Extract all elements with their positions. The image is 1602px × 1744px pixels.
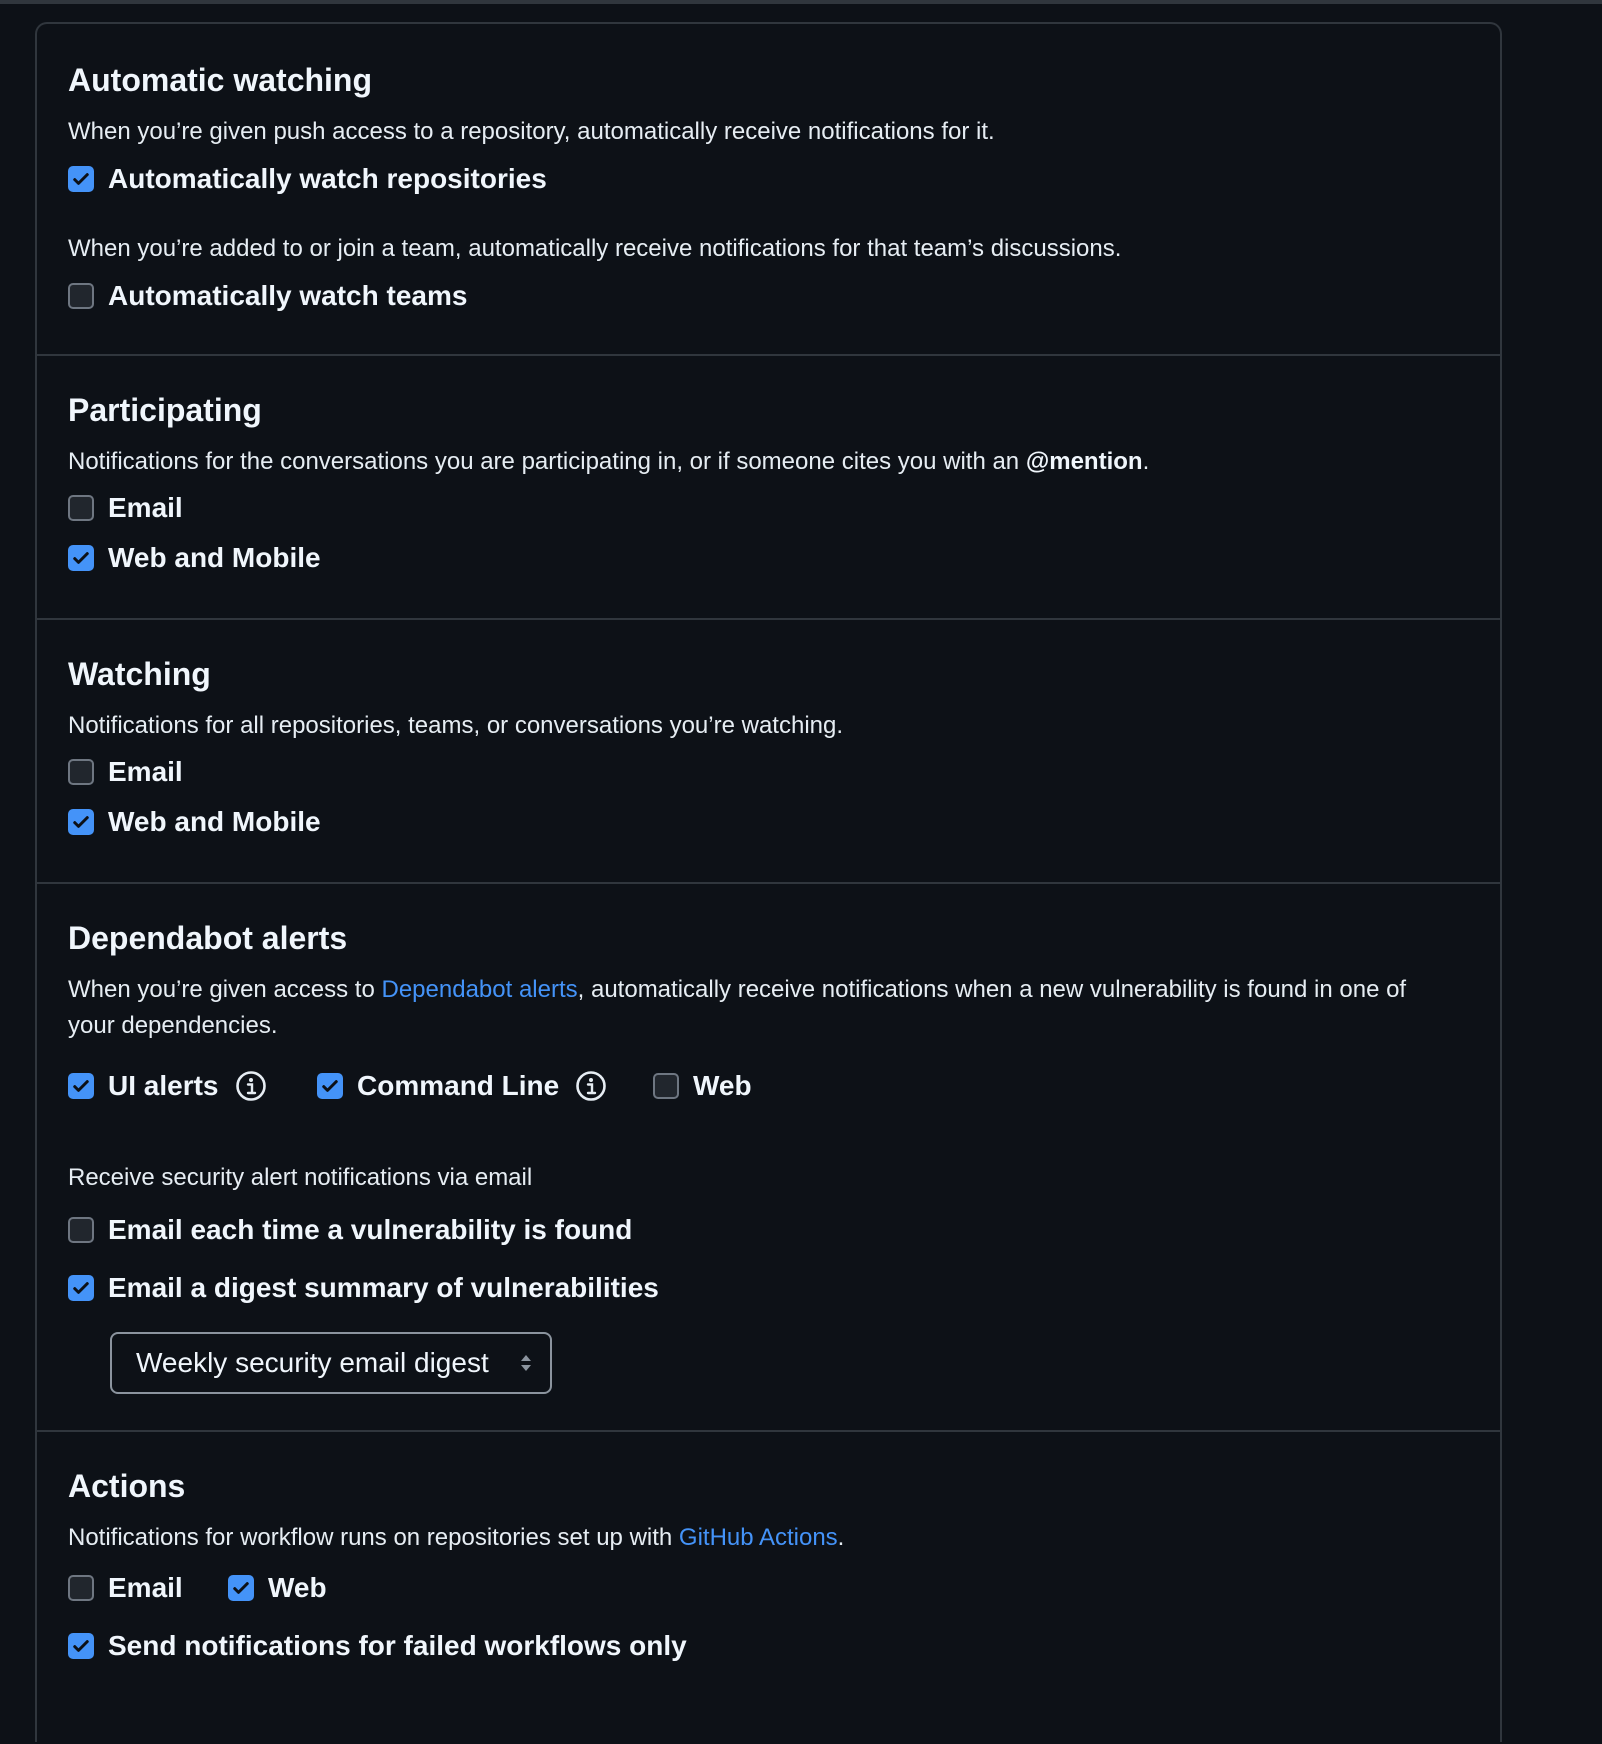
section-actions	[37, 1430, 1500, 1744]
section-title: Watching	[68, 656, 211, 692]
section-description	[68, 1520, 844, 1556]
section-title: Automatic watching	[68, 62, 373, 98]
failed-workflows-only-checkbox[interactable]	[68, 1629, 687, 1663]
section-description	[68, 972, 1448, 1044]
dependabot-alerts-link[interactable]: Dependabot alerts	[381, 976, 578, 1003]
github-actions-link[interactable]: GitHub Actions	[678, 1524, 838, 1551]
checkbox-label[interactable]: Automatically watch teams	[108, 280, 468, 311]
email-alerts-heading: Receive security alert notifications via email	[68, 1164, 533, 1191]
watching-email-checkbox[interactable]	[68, 755, 183, 789]
desc-text: Notifications for workflow runs on repositories set up with	[68, 1524, 679, 1551]
watching-web-mobile-checkbox[interactable]	[68, 805, 321, 839]
checkbox-unchecked-icon[interactable]	[653, 1073, 679, 1099]
checkbox-label[interactable]: Email each time a vulnerability is found	[108, 1214, 633, 1245]
email-digest-checkbox[interactable]	[68, 1271, 659, 1305]
digest-frequency-select[interactable]	[110, 1332, 552, 1394]
section-automatic-watching	[37, 24, 1500, 354]
checkbox-checked-icon[interactable]	[68, 1275, 94, 1301]
section-dependabot-alerts	[37, 882, 1500, 1430]
checkbox-checked-icon[interactable]	[68, 1633, 94, 1659]
desc-text: .	[1142, 448, 1150, 475]
desc-text: .	[837, 1524, 845, 1551]
select-arrows-icon	[518, 1351, 534, 1375]
checkbox-unchecked-icon[interactable]	[68, 1217, 94, 1243]
participating-email-checkbox[interactable]	[68, 491, 183, 525]
checkbox-checked-icon[interactable]	[68, 545, 94, 571]
checkbox-checked-icon[interactable]	[68, 809, 94, 835]
info-icon[interactable]	[575, 1070, 607, 1102]
select-value[interactable]: Weekly security email digest	[136, 1347, 489, 1378]
checkbox-checked-icon[interactable]	[317, 1073, 343, 1099]
desc-text: Notifications for the conversations you are participating in, or if someone cites you with an	[68, 448, 1026, 475]
section-title: Participating	[68, 392, 262, 428]
checkbox-label[interactable]: Email a digest summary of vulnerabilities	[108, 1272, 659, 1303]
info-icon[interactable]	[235, 1070, 267, 1102]
checkbox-unchecked-icon[interactable]	[68, 283, 94, 309]
notifications-settings-panel	[35, 22, 1502, 1742]
checkbox-label[interactable]: Email	[108, 1572, 183, 1603]
checkbox-unchecked-icon[interactable]	[68, 495, 94, 521]
desc-text: When you’re given access to	[68, 976, 382, 1003]
dependabot-web-checkbox[interactable]	[653, 1069, 752, 1103]
checkbox-unchecked-icon[interactable]	[68, 1575, 94, 1601]
actions-email-checkbox[interactable]	[68, 1571, 183, 1605]
participating-web-mobile-checkbox[interactable]	[68, 541, 321, 575]
ui-alerts-checkbox[interactable]	[68, 1069, 267, 1103]
checkbox-label[interactable]: Send notifications for failed workflows only	[108, 1630, 687, 1661]
top-border	[0, 0, 1602, 4]
checkbox-checked-icon[interactable]	[68, 166, 94, 192]
email-each-vulnerability-checkbox[interactable]	[68, 1213, 632, 1247]
section-description: Notifications for all repositories, teams, or conversations you’re watching.	[68, 712, 844, 739]
checkbox-label[interactable]: Command Line	[357, 1070, 560, 1101]
checkbox-checked-icon[interactable]	[228, 1575, 254, 1601]
checkbox-unchecked-icon[interactable]	[68, 759, 94, 785]
checkbox-label[interactable]: UI alerts	[108, 1070, 219, 1101]
checkbox-label[interactable]: Web	[268, 1572, 327, 1603]
checkbox-checked-icon[interactable]	[68, 1073, 94, 1099]
watch-teams-checkbox[interactable]	[68, 279, 467, 313]
command-line-checkbox[interactable]	[317, 1069, 607, 1103]
section-description: When you’re given push access to a repository, automatically receive notifications for it.	[68, 118, 995, 145]
checkbox-label[interactable]: Web and Mobile	[108, 542, 321, 573]
actions-web-checkbox[interactable]	[228, 1571, 327, 1605]
section-watching	[37, 618, 1500, 882]
checkbox-label[interactable]: Automatically watch repositories	[108, 163, 547, 194]
checkbox-label[interactable]: Web	[693, 1070, 752, 1101]
section-description: When you’re added to or join a team, automatically receive notifications for that team’s discussions.	[68, 235, 1122, 262]
mention-text: @mention	[1025, 448, 1143, 475]
section-description	[68, 444, 1149, 480]
section-title: Dependabot alerts	[68, 920, 348, 956]
section-title: Actions	[68, 1468, 186, 1504]
checkbox-label[interactable]: Email	[108, 756, 183, 787]
checkbox-label[interactable]: Web and Mobile	[108, 806, 321, 837]
checkbox-label[interactable]: Email	[108, 492, 183, 523]
section-participating	[37, 354, 1500, 618]
watch-repos-checkbox[interactable]	[68, 162, 547, 196]
desc-text: , automatically receive notifications when a new vulnerability is found in one of your dependencies.	[68, 976, 1407, 1039]
